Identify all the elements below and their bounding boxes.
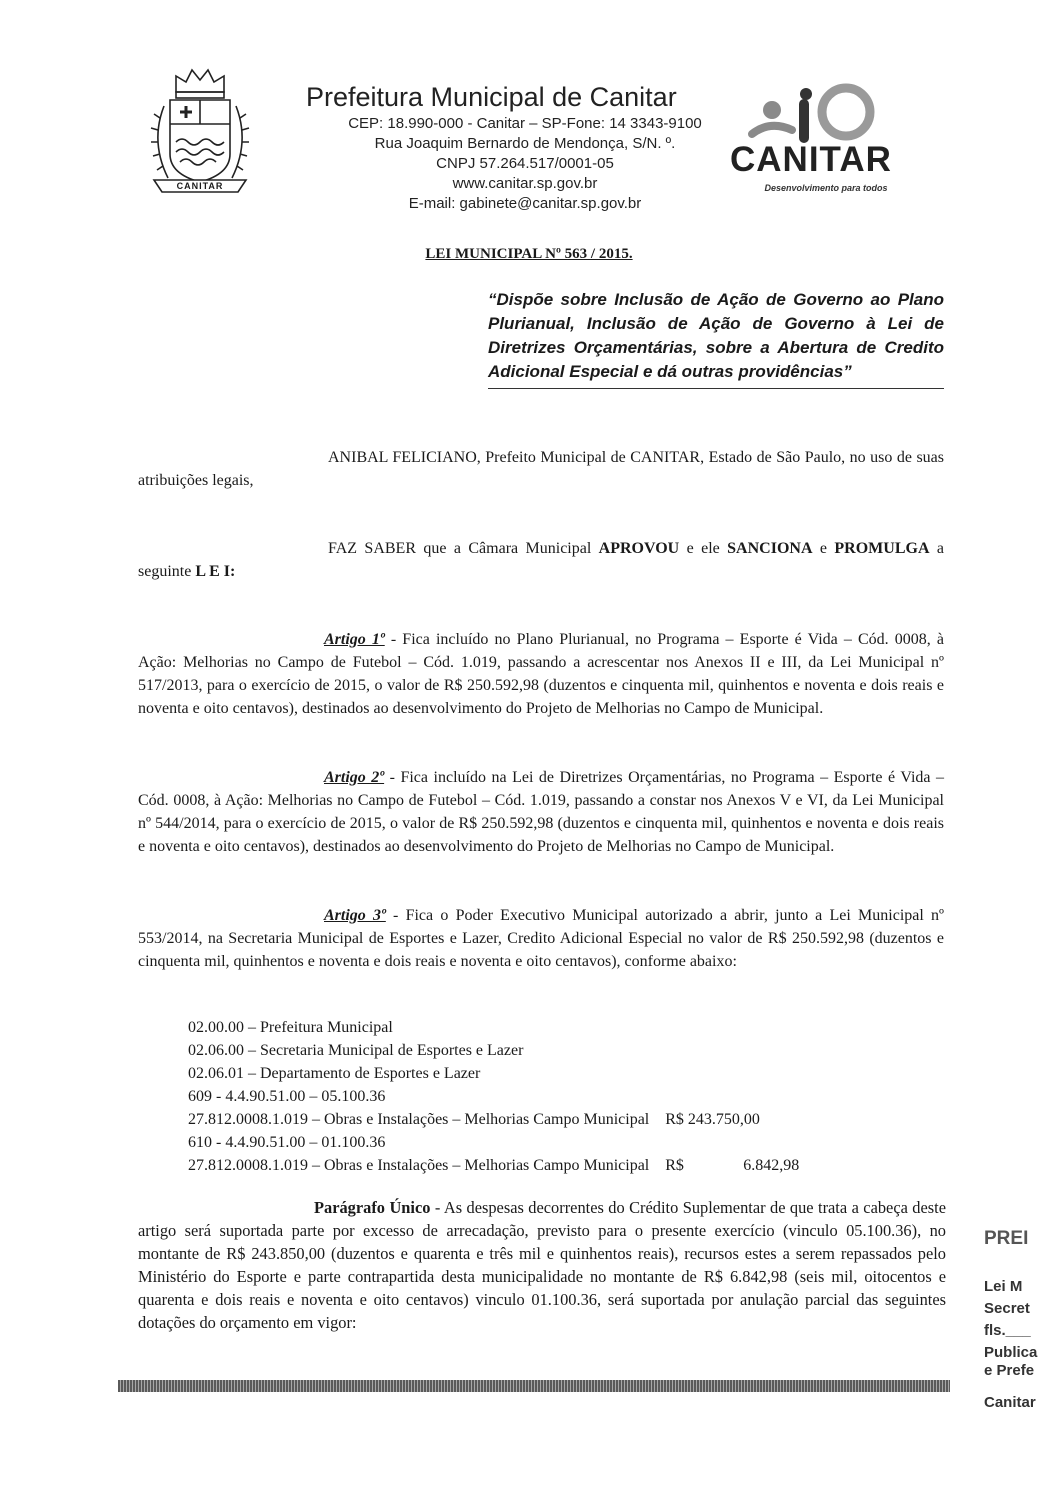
article-1-text: - Fica incluído no Plano Plurianual, no Programa – Esporte é Vida – Cód. 0008, à Ação: Melhorias no Campo de Futebol – Cód. 1.019, passando a acrescentar nos Anexos II e III, da Lei Municipal nº 517/2013, para o exercício de 2015, o valor de R$ 250.592,98 (duzentos e cinquenta mil, quinhentos e noventa e dois reais e noventa e oito centavos), destinados ao desenvolvimento do Projeto de Melhorias no Campo de Municipal. bbox=[138, 631, 945, 717]
budget-row bbox=[188, 1108, 908, 1131]
brand-tagline: Desenvolvimento para todos bbox=[764, 183, 888, 193]
letterhead bbox=[300, 80, 750, 214]
faz-saber-paragraph bbox=[138, 537, 944, 583]
faz-saber-text: e ele bbox=[679, 540, 728, 557]
letterhead-website-line: www.canitar.sp.gov.br bbox=[452, 175, 598, 192]
crest-banner-text: CANITAR bbox=[176, 181, 224, 191]
law-title: LEI MUNICIPAL Nº 563 / 2015. bbox=[425, 246, 633, 262]
paragrafo-unico bbox=[138, 1196, 946, 1334]
letterhead-cnpj-line: CNPJ 57.264.517/0001-05 bbox=[436, 155, 614, 172]
paragrafo-unico-text: - As despesas decorrentes do Crédito Suplementar de que trata a cabeça deste artigo será suportada parte por excesso de arrecadação, previsto para o presente exercício (vinculo 05.100.36), no montante de R$ 243.850,00 (duzentos e quarenta e três mil e quinhentos reais), recursos estes a serem repassados pelo Ministério do Esporte e parte contrapartida desta municipalidade no montante de R$ 6.842,98 (seis mil, oitocentos e quarenta e dois reais e noventa e oito centavos) vinculo 01.100.36, será suportada por anulação parcial das seguintes dotações do orçamento em vigor: bbox=[138, 1198, 946, 1332]
paragrafo-unico-label: Parágrafo Único bbox=[314, 1198, 431, 1217]
budget-row bbox=[188, 1016, 908, 1039]
budget-code: 610 - 4.4.90.51.00 – 01.100.36 bbox=[188, 1134, 386, 1151]
page-title: Prefeitura Municipal de Canitar bbox=[306, 82, 677, 112]
budget-allocation-list bbox=[188, 1016, 908, 1177]
article-3-text: - Fica o Poder Executivo Municipal autorizado a abrir, junto a Lei Municipal nº 553/2014, na Secretaria Municipal de Esportes e Lazer, Credito Adicional Especial no valor de R$ 250.592,98 (duzentos e cinquenta mil, quinhentos e noventa e dois reais e noventa e oito centavos), conforme abaixo: bbox=[138, 907, 944, 970]
article-3 bbox=[138, 904, 944, 973]
law-summary: “Dispõe sobre Inclusão de Ação de Governo ao Plano Plurianual, Inclusão de Ação de Governo à Lei de Diretrizes Orçamentárias, sobre a Abertura de Credito Adicional Especial e dá outras providências” bbox=[488, 288, 944, 389]
budget-row bbox=[188, 1131, 908, 1154]
budget-amount: 6.842,98 bbox=[743, 1157, 800, 1174]
budget-currency: R$ bbox=[665, 1157, 684, 1174]
budget-row bbox=[188, 1085, 908, 1108]
article-1-label: Artigo 1º bbox=[324, 631, 385, 648]
budget-code: 27.812.0008.1.019 – Obras e Instalações – Melhorias Campo Municipal bbox=[188, 1157, 650, 1174]
faz-saber-bold: L E I: bbox=[195, 563, 236, 580]
letterhead-email-line: E-mail: gabinete@canitar.sp.gov.br bbox=[408, 195, 642, 212]
budget-currency: R$ bbox=[665, 1111, 684, 1128]
side-stamp-line: fls.___ bbox=[984, 1322, 1031, 1339]
article-3-label: Artigo 3º bbox=[324, 907, 386, 924]
side-stamp-line: Lei M bbox=[984, 1278, 1023, 1295]
intro-text: ANIBAL FELICIANO, Prefeito Municipal de CANITAR, Estado de São Paulo, no uso de suas atribuições legais, bbox=[138, 449, 944, 489]
faz-saber-text: e bbox=[812, 540, 835, 557]
budget-code: 27.812.0008.1.019 – Obras e Instalações – Melhorias Campo Municipal bbox=[188, 1111, 650, 1128]
side-stamp-line: Secret bbox=[984, 1300, 1030, 1317]
letterhead-address-line: Rua Joaquim Bernardo de Mendonça, S/N. º. bbox=[374, 135, 676, 152]
faz-saber-bold: PROMULGA bbox=[834, 540, 930, 557]
brand-name: CANITAR bbox=[730, 140, 892, 179]
canitar-brand-logo bbox=[730, 80, 920, 200]
footer-divider bbox=[118, 1380, 950, 1392]
budget-code: 02.06.00 – Secretaria Municipal de Esportes e Lazer bbox=[188, 1042, 524, 1059]
intro-paragraph bbox=[138, 446, 944, 492]
faz-saber-bold: APROVOU bbox=[598, 540, 680, 557]
article-1 bbox=[138, 628, 944, 720]
budget-row bbox=[188, 1154, 908, 1177]
budget-row bbox=[188, 1039, 908, 1062]
side-stamp-line: Publica bbox=[984, 1344, 1038, 1361]
faz-saber-text: FAZ SABER que a Câmara Municipal bbox=[328, 540, 599, 557]
budget-code: 02.00.00 – Prefeitura Municipal bbox=[188, 1019, 393, 1036]
municipal-crest-icon bbox=[140, 62, 260, 200]
budget-row bbox=[188, 1062, 908, 1085]
side-stamp-line: PREI bbox=[984, 1228, 1029, 1249]
article-2 bbox=[138, 766, 944, 858]
budget-amount: 243.750,00 bbox=[687, 1111, 760, 1128]
side-stamp-line: e Prefe bbox=[984, 1362, 1035, 1379]
article-2-label: Artigo 2º bbox=[324, 769, 385, 786]
faz-saber-text: a seguinte bbox=[138, 540, 944, 580]
side-stamp-line: Canitar bbox=[984, 1394, 1036, 1411]
letterhead-address-line: CEP: 18.990-000 - Canitar – SP-Fone: 14 3343-9100 bbox=[348, 115, 702, 132]
article-2-text: - Fica incluído na Lei de Diretrizes Orçamentárias, no Programa – Esporte é Vida – Cód. 0008, à Ação: Melhorias no Campo de Futebol – Cód. 1.019, passando a constar nos Anexos V e VI, da Lei Municipal nº 544/2014, para o exercício de 2015, o valor de R$ 250.592,98 (duzentos e cinquenta mil, quinhentos e noventa e dois reais e noventa e oito centavos), destinados ao desenvolvimento do Projeto de Melhorias no Campo de Municipal. bbox=[138, 769, 944, 855]
faz-saber-bold: SANCIONA bbox=[727, 540, 813, 557]
budget-code: 609 - 4.4.90.51.00 – 05.100.36 bbox=[188, 1088, 386, 1105]
budget-code: 02.06.01 – Departamento de Esportes e Lazer bbox=[188, 1065, 481, 1082]
